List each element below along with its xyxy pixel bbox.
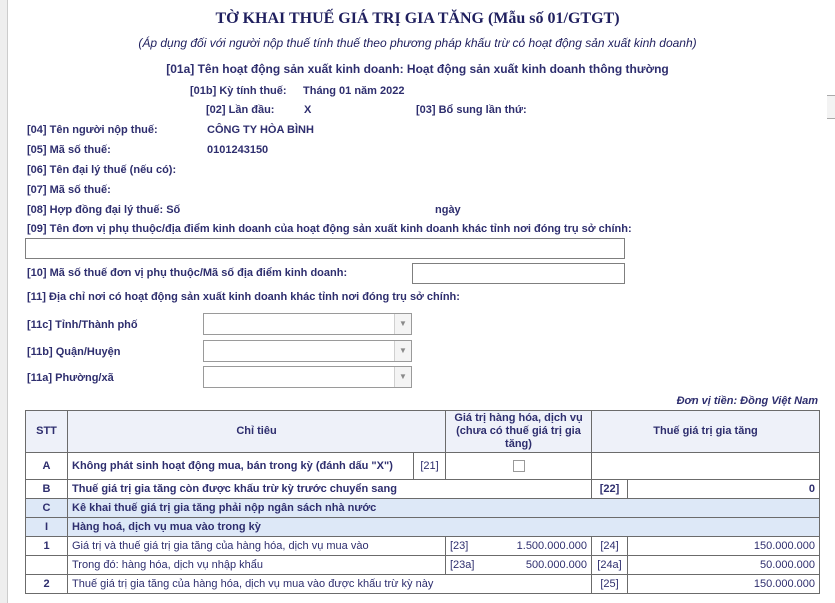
row-b-value[interactable]: 0: [628, 480, 820, 499]
row-1-stt: 1: [26, 537, 68, 556]
first-time-label: [02] Lần đầu:: [206, 104, 275, 116]
row-1a-value2[interactable]: 50.000.000: [628, 556, 820, 575]
table-row: [26, 556, 820, 575]
taxpayer-name-value: CÔNG TY HÒA BÌNH: [207, 124, 314, 136]
row-b-label: Thuế giá trị gia tăng còn được khấu trừ kỳ trước chuyển sang: [68, 480, 592, 499]
row-a-empty: [592, 453, 820, 480]
row-c-label: Kê khai thuế giá trị gia tăng phải nộp ngân sách nhà nước: [68, 499, 820, 518]
row-1-value2[interactable]: 150.000.000: [628, 537, 820, 556]
header-indicator: Chỉ tiêu: [68, 411, 446, 453]
row-1-label: Giá trị và thuế giá trị gia tăng của hàng hóa, dịch vụ mua vào: [68, 537, 446, 556]
declaration-table: [25, 410, 820, 594]
form-title: TỜ KHAI THUẾ GIÁ TRỊ GIA TĂNG (Mẫu số 01/GTGT): [215, 10, 620, 27]
activity-line: [01a] Tên hoạt động sản xuất kinh doanh: Hoạt động sản xuất kinh doanh thông thường: [166, 62, 669, 76]
district-select[interactable]: [203, 340, 412, 362]
row-2-value[interactable]: 150.000.000: [628, 575, 820, 594]
scrollbar-thumb[interactable]: [827, 95, 835, 119]
dependent-tax-code-label: [10] Mã số thuế đơn vị phụ thuộc/Mã số địa điểm kinh doanh:: [27, 267, 348, 279]
dependent-unit-input[interactable]: [25, 238, 625, 259]
row-i-label: Hàng hoá, dịch vụ mua vào trong kỳ: [68, 518, 820, 537]
row-2-stt: 2: [26, 575, 68, 594]
row-i-stt: I: [26, 518, 68, 537]
row-1-code2: [24]: [592, 537, 628, 556]
row-b-code: [22]: [592, 480, 628, 499]
header-stt: STT: [26, 411, 68, 453]
agent-tax-code-label: [07] Mã số thuế:: [27, 184, 111, 196]
dependent-unit-label: [09] Tên đơn vị phụ thuộc/địa điểm kinh doanh của hoạt động sản xuất kinh doanh khác tỉnh nơi đóng trụ sở chính:: [27, 223, 632, 235]
row-1a-value1[interactable]: 500.000.000: [525, 559, 587, 571]
agent-contract-label: [08] Hợp đồng đại lý thuế: Số: [27, 204, 181, 216]
ward-label: [11a] Phường/xã: [27, 372, 114, 384]
row-1a-stt: [26, 556, 68, 575]
table-row: [26, 575, 820, 594]
chevron-down-icon[interactable]: ▼: [394, 341, 411, 361]
form-subtitle: (Áp dụng đối với người nộp thuế tính thuế theo phương pháp khấu trừ có hoạt động sản xuất kinh doanh): [138, 36, 697, 50]
row-1a-label: Trong đó: hàng hóa, dịch vụ nhập khẩu: [68, 556, 446, 575]
supplement-label: [03] Bổ sung lần thứ:: [416, 104, 527, 116]
chevron-down-icon[interactable]: ▼: [394, 314, 411, 334]
header-vat: Thuế giá trị gia tăng: [592, 411, 820, 453]
row-1-code1: [23]: [450, 540, 469, 552]
taxpayer-name-label: [04] Tên người nộp thuế:: [27, 124, 158, 136]
row-a-label: Không phát sinh hoạt động mua, bán trong kỳ (đánh dấu "X"): [68, 453, 414, 480]
window-left-edge: [0, 0, 8, 603]
row-2-code: [25]: [592, 575, 628, 594]
row-a-checkbox-cell: [446, 453, 592, 480]
row-1a-code1: [23a]: [450, 559, 475, 571]
table-row: [26, 518, 820, 537]
period-label: [01b] Kỳ tính thuế:: [190, 85, 287, 97]
agent-contract-date-label: ngày: [435, 204, 461, 216]
table-row: [26, 499, 820, 518]
row-2-label: Thuế giá trị gia tăng của hàng hóa, dịch vụ mua vào được khấu trừ kỳ này: [68, 575, 592, 594]
table-row: [26, 453, 820, 480]
row-1a-goods-cell: [446, 556, 592, 575]
no-activity-checkbox[interactable]: [513, 460, 525, 472]
province-select[interactable]: [203, 313, 412, 335]
currency-unit-note: Đơn vị tiền: Đồng Việt Nam: [676, 395, 818, 407]
row-b-stt: B: [26, 480, 68, 499]
row-a-code: [21]: [414, 453, 446, 480]
dependent-tax-code-input[interactable]: [412, 263, 625, 284]
row-1-value1[interactable]: 1.500.000.000: [516, 540, 587, 552]
row-c-stt: C: [26, 499, 68, 518]
address-label: [11] Địa chỉ nơi có hoạt động sản xuất kinh doanh khác tỉnh nơi đóng trụ sở chính:: [27, 291, 460, 303]
tax-code-label: [05] Mã số thuế:: [27, 144, 111, 156]
period-value: Tháng 01 năm 2022: [303, 85, 405, 97]
table-row: [26, 480, 820, 499]
first-time-value: X: [304, 104, 312, 116]
row-1a-code2: [24a]: [592, 556, 628, 575]
table-row: [26, 537, 820, 556]
province-label: [11c] Tỉnh/Thành phố: [27, 319, 138, 331]
header-goods-value: Giá trị hàng hóa, dịch vụ (chưa có thuế giá trị gia tăng): [446, 411, 592, 453]
row-a-stt: A: [26, 453, 68, 480]
ward-select[interactable]: [203, 366, 412, 388]
agent-name-label: [06] Tên đại lý thuế (nếu có):: [27, 164, 177, 176]
table-header-row: [26, 411, 820, 453]
district-label: [11b] Quận/Huyện: [27, 346, 121, 358]
chevron-down-icon[interactable]: ▼: [394, 367, 411, 387]
tax-code-value: 0101243150: [207, 144, 269, 156]
row-1-goods-cell: [446, 537, 592, 556]
